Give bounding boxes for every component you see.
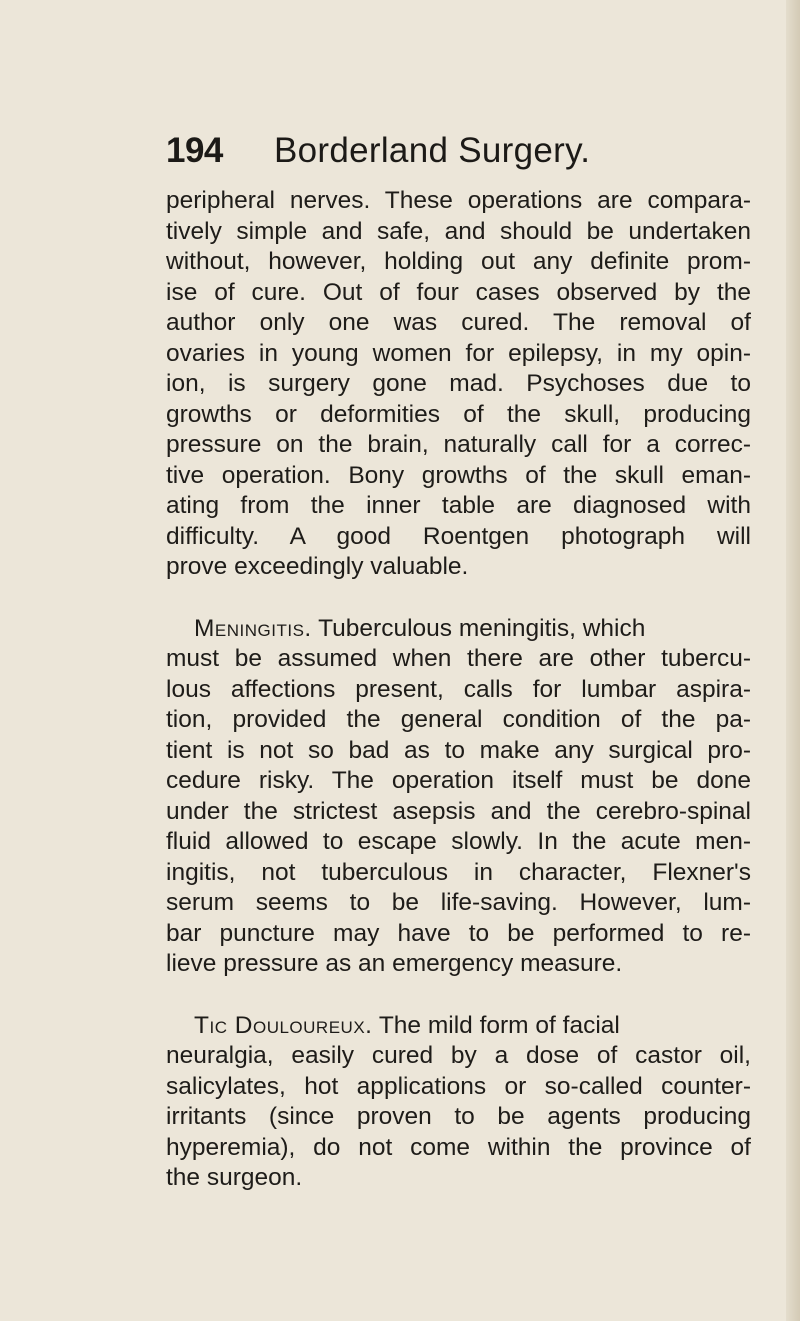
text-line: peripheral nerves. These operations are compara- <box>166 187 751 214</box>
text-line <box>166 614 751 645</box>
text-line: cedure risky. The operation itself must be done <box>166 767 751 794</box>
text-line: author only one was cured. The removal of <box>166 309 751 336</box>
text-run: The mild form of facial <box>372 1011 620 1039</box>
text-line: the surgeon. <box>166 1164 303 1191</box>
text-line: hyperemia), do not come within the province of <box>166 1133 751 1161</box>
text-line: without, however, holding out any definite prom- <box>166 248 751 275</box>
text-line: fluid allowed to escape slowly. In the acute men- <box>166 828 751 855</box>
text-line: lous affections present, calls for lumbar aspira- <box>166 675 751 703</box>
text-line: ating from the inner table are diagnosed with <box>166 492 751 519</box>
text-line: prove exceedingly valuable. <box>166 553 469 580</box>
text-line: lieve pressure as an emergency measure. <box>166 950 623 977</box>
text-line: pressure on the brain, naturally call for a correc- <box>166 431 751 458</box>
text-line: salicylates, hot applications or so-called counter- <box>166 1072 751 1100</box>
text-line: ise of cure. Out of four cases observed by the <box>166 278 751 306</box>
section-heading: Tic Douloureux. <box>194 1011 373 1039</box>
text-line: ingitis, not tuberculous in character, Flexner's <box>166 858 751 886</box>
page-edge <box>786 0 800 1321</box>
page-header <box>166 126 666 176</box>
body-text <box>166 186 751 1194</box>
text-line: tively simple and safe, and should be undertaken <box>166 217 751 245</box>
text-line: difficulty. A good Roentgen photograph will <box>166 522 751 550</box>
text-line: irritants (since proven to be agents producing <box>166 1103 751 1130</box>
paragraph <box>166 1011 751 1194</box>
text-line: must be assumed when there are other tubercu- <box>166 645 751 672</box>
text-line: neuralgia, easily cured by a dose of castor oil, <box>166 1042 751 1069</box>
text-run: Tuberculous meningitis, which <box>311 614 646 642</box>
text-line: ion, is surgery gone mad. Psychoses due to <box>166 370 751 397</box>
text-line: under the strictest asepsis and the cerebro-spinal <box>166 797 751 825</box>
text-line: tient is not so bad as to make any surgical pro- <box>166 736 751 764</box>
text-line: ovaries in young women for epilepsy, in my opin- <box>166 339 751 367</box>
running-title: Borderland Surgery. <box>274 131 591 170</box>
page-number: 194 <box>166 131 223 170</box>
text-line: growths or deformities of the skull, producing <box>166 400 751 428</box>
text-line: bar puncture may have to be performed to re- <box>166 919 751 947</box>
section-heading: Meningitis. <box>194 614 312 642</box>
text-line <box>166 1011 751 1042</box>
paragraph <box>166 614 751 980</box>
text-line: serum seems to be life-saving. However, lum- <box>166 889 751 916</box>
text-line: tion, provided the general condition of the pa- <box>166 706 751 733</box>
text-line: tive operation. Bony growths of the skull eman- <box>166 461 751 489</box>
paragraph <box>166 186 751 583</box>
